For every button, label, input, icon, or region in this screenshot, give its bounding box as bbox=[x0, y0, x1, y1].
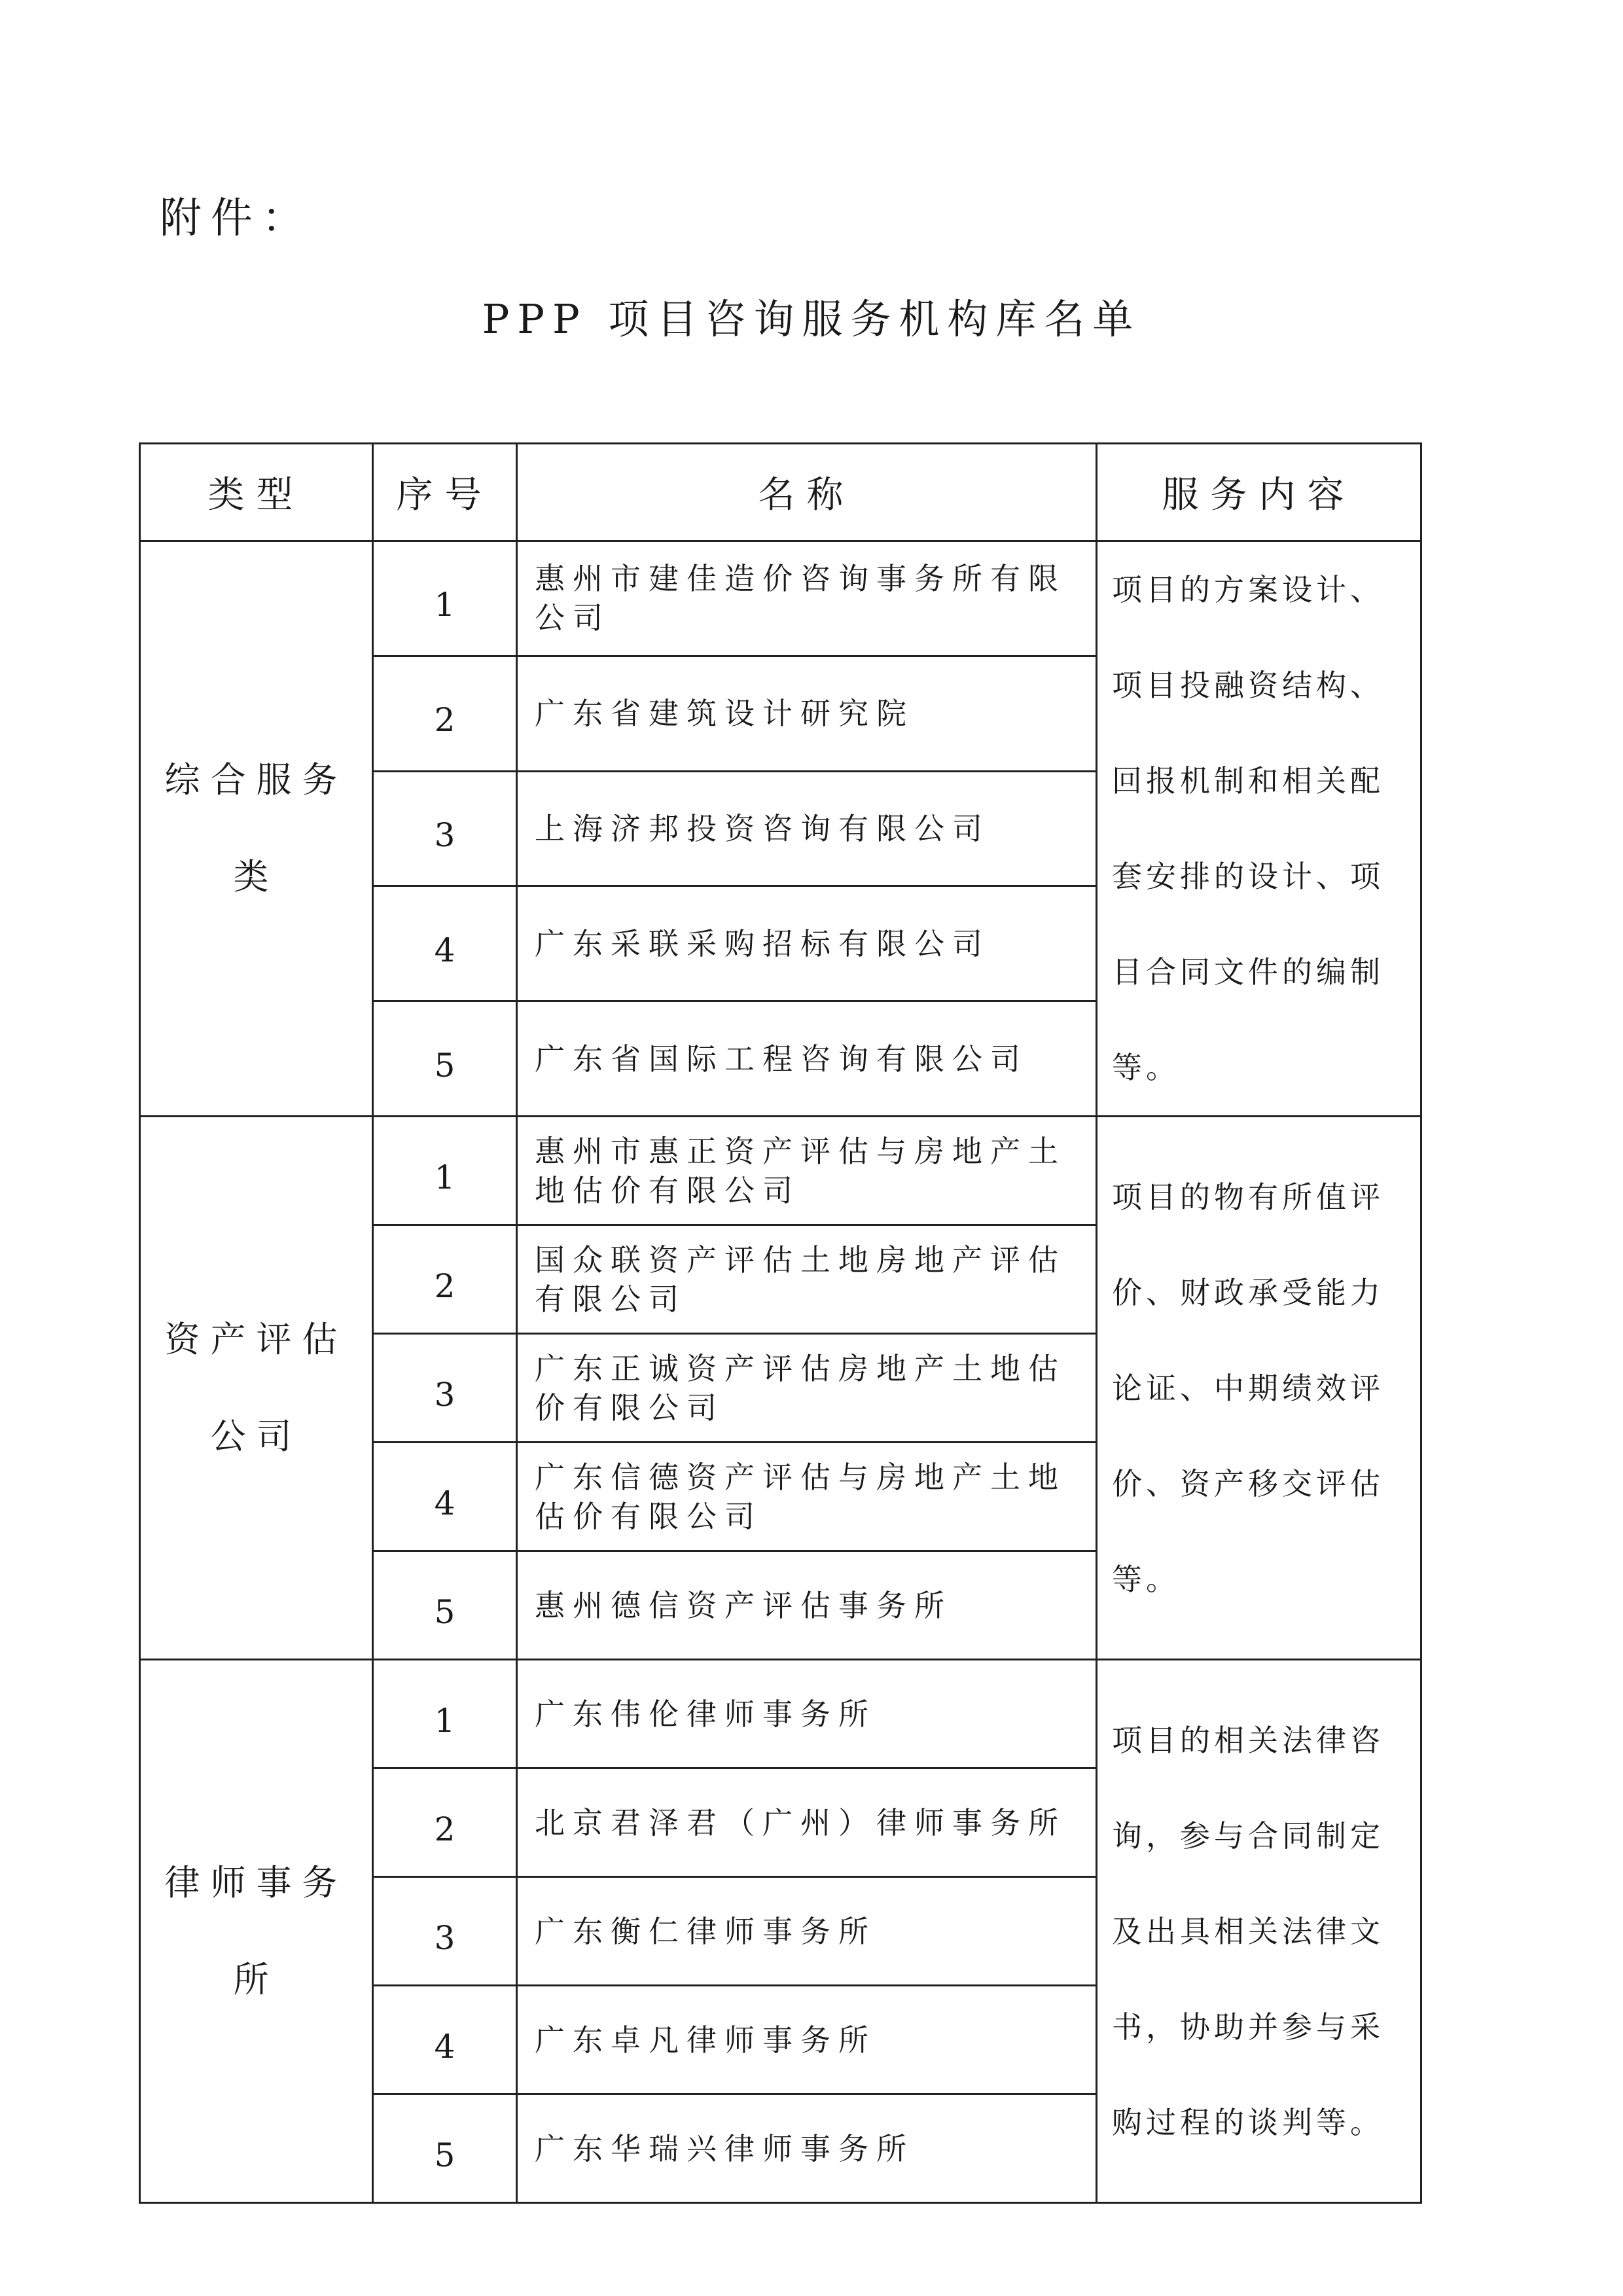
institution-name: 广东信德资产评估与房地产土地估价有限公司 bbox=[517, 1443, 1097, 1551]
institution-name: 广东采联采购招标有限公司 bbox=[517, 886, 1097, 1001]
table-row bbox=[140, 1660, 1421, 1768]
institution-name: 广东伟伦律师事务所 bbox=[517, 1660, 1097, 1768]
table-row bbox=[140, 541, 1421, 656]
row-number: 2 bbox=[373, 1768, 517, 1877]
attachment-label: 附件： bbox=[160, 194, 313, 243]
institution-table bbox=[139, 442, 1422, 2204]
header-service: 服务内容 bbox=[1097, 444, 1421, 541]
service-content: 项目的物有所值评价、财政承受能力论证、中期绩效评价、资产移交评估等。 bbox=[1097, 1117, 1421, 1660]
category-cell: 律师事务所 bbox=[140, 1660, 373, 2203]
institution-name: 国众联资产评估土地房地产评估有限公司 bbox=[517, 1225, 1097, 1334]
service-content: 项目的相关法律咨询，参与合同制定及出具相关法律文书，协助并参与采购过程的谈判等。 bbox=[1097, 1660, 1421, 2203]
service-content: 项目的方案设计、项目投融资结构、回报机制和相关配套安排的设计、项目合同文件的编制等。 bbox=[1097, 541, 1421, 1117]
row-number: 5 bbox=[373, 2094, 517, 2203]
institution-name: 广东衡仁律师事务所 bbox=[517, 1877, 1097, 1986]
row-number: 5 bbox=[373, 1551, 517, 1660]
header-number: 序号 bbox=[373, 444, 517, 541]
institution-name: 广东省国际工程咨询有限公司 bbox=[517, 1001, 1097, 1117]
row-number: 1 bbox=[373, 1117, 517, 1225]
category-cell: 综合服务类 bbox=[140, 541, 373, 1117]
institution-name: 广东华瑞兴律师事务所 bbox=[517, 2094, 1097, 2203]
institution-name: 惠州德信资产评估事务所 bbox=[517, 1551, 1097, 1660]
row-number: 3 bbox=[373, 1877, 517, 1986]
institution-name: 上海济邦投资咨询有限公司 bbox=[517, 771, 1097, 886]
row-number: 4 bbox=[373, 886, 517, 1001]
row-number: 1 bbox=[373, 1660, 517, 1768]
header-name: 名称 bbox=[517, 444, 1097, 541]
row-number: 1 bbox=[373, 541, 517, 656]
row-number: 2 bbox=[373, 1225, 517, 1334]
row-number: 4 bbox=[373, 1443, 517, 1551]
institution-name: 惠州市惠正资产评估与房地产土地估价有限公司 bbox=[517, 1117, 1097, 1225]
institution-name: 惠州市建佳造价咨询事务所有限公司 bbox=[517, 541, 1097, 656]
table-header-row bbox=[140, 444, 1421, 541]
row-number: 4 bbox=[373, 1986, 517, 2094]
header-type: 类型 bbox=[140, 444, 373, 541]
document-title: PPP 项目咨询服务机构库名单 bbox=[482, 295, 1141, 343]
row-number: 3 bbox=[373, 771, 517, 886]
row-number: 3 bbox=[373, 1334, 517, 1443]
institution-name: 广东卓凡律师事务所 bbox=[517, 1986, 1097, 2094]
row-number: 2 bbox=[373, 656, 517, 771]
institution-name: 广东正诚资产评估房地产土地估价有限公司 bbox=[517, 1334, 1097, 1443]
category-cell: 资产评估公司 bbox=[140, 1117, 373, 1660]
institution-name: 广东省建筑设计研究院 bbox=[517, 656, 1097, 771]
institution-name: 北京君泽君（广州）律师事务所 bbox=[517, 1768, 1097, 1877]
table-row bbox=[140, 1117, 1421, 1225]
row-number: 5 bbox=[373, 1001, 517, 1117]
